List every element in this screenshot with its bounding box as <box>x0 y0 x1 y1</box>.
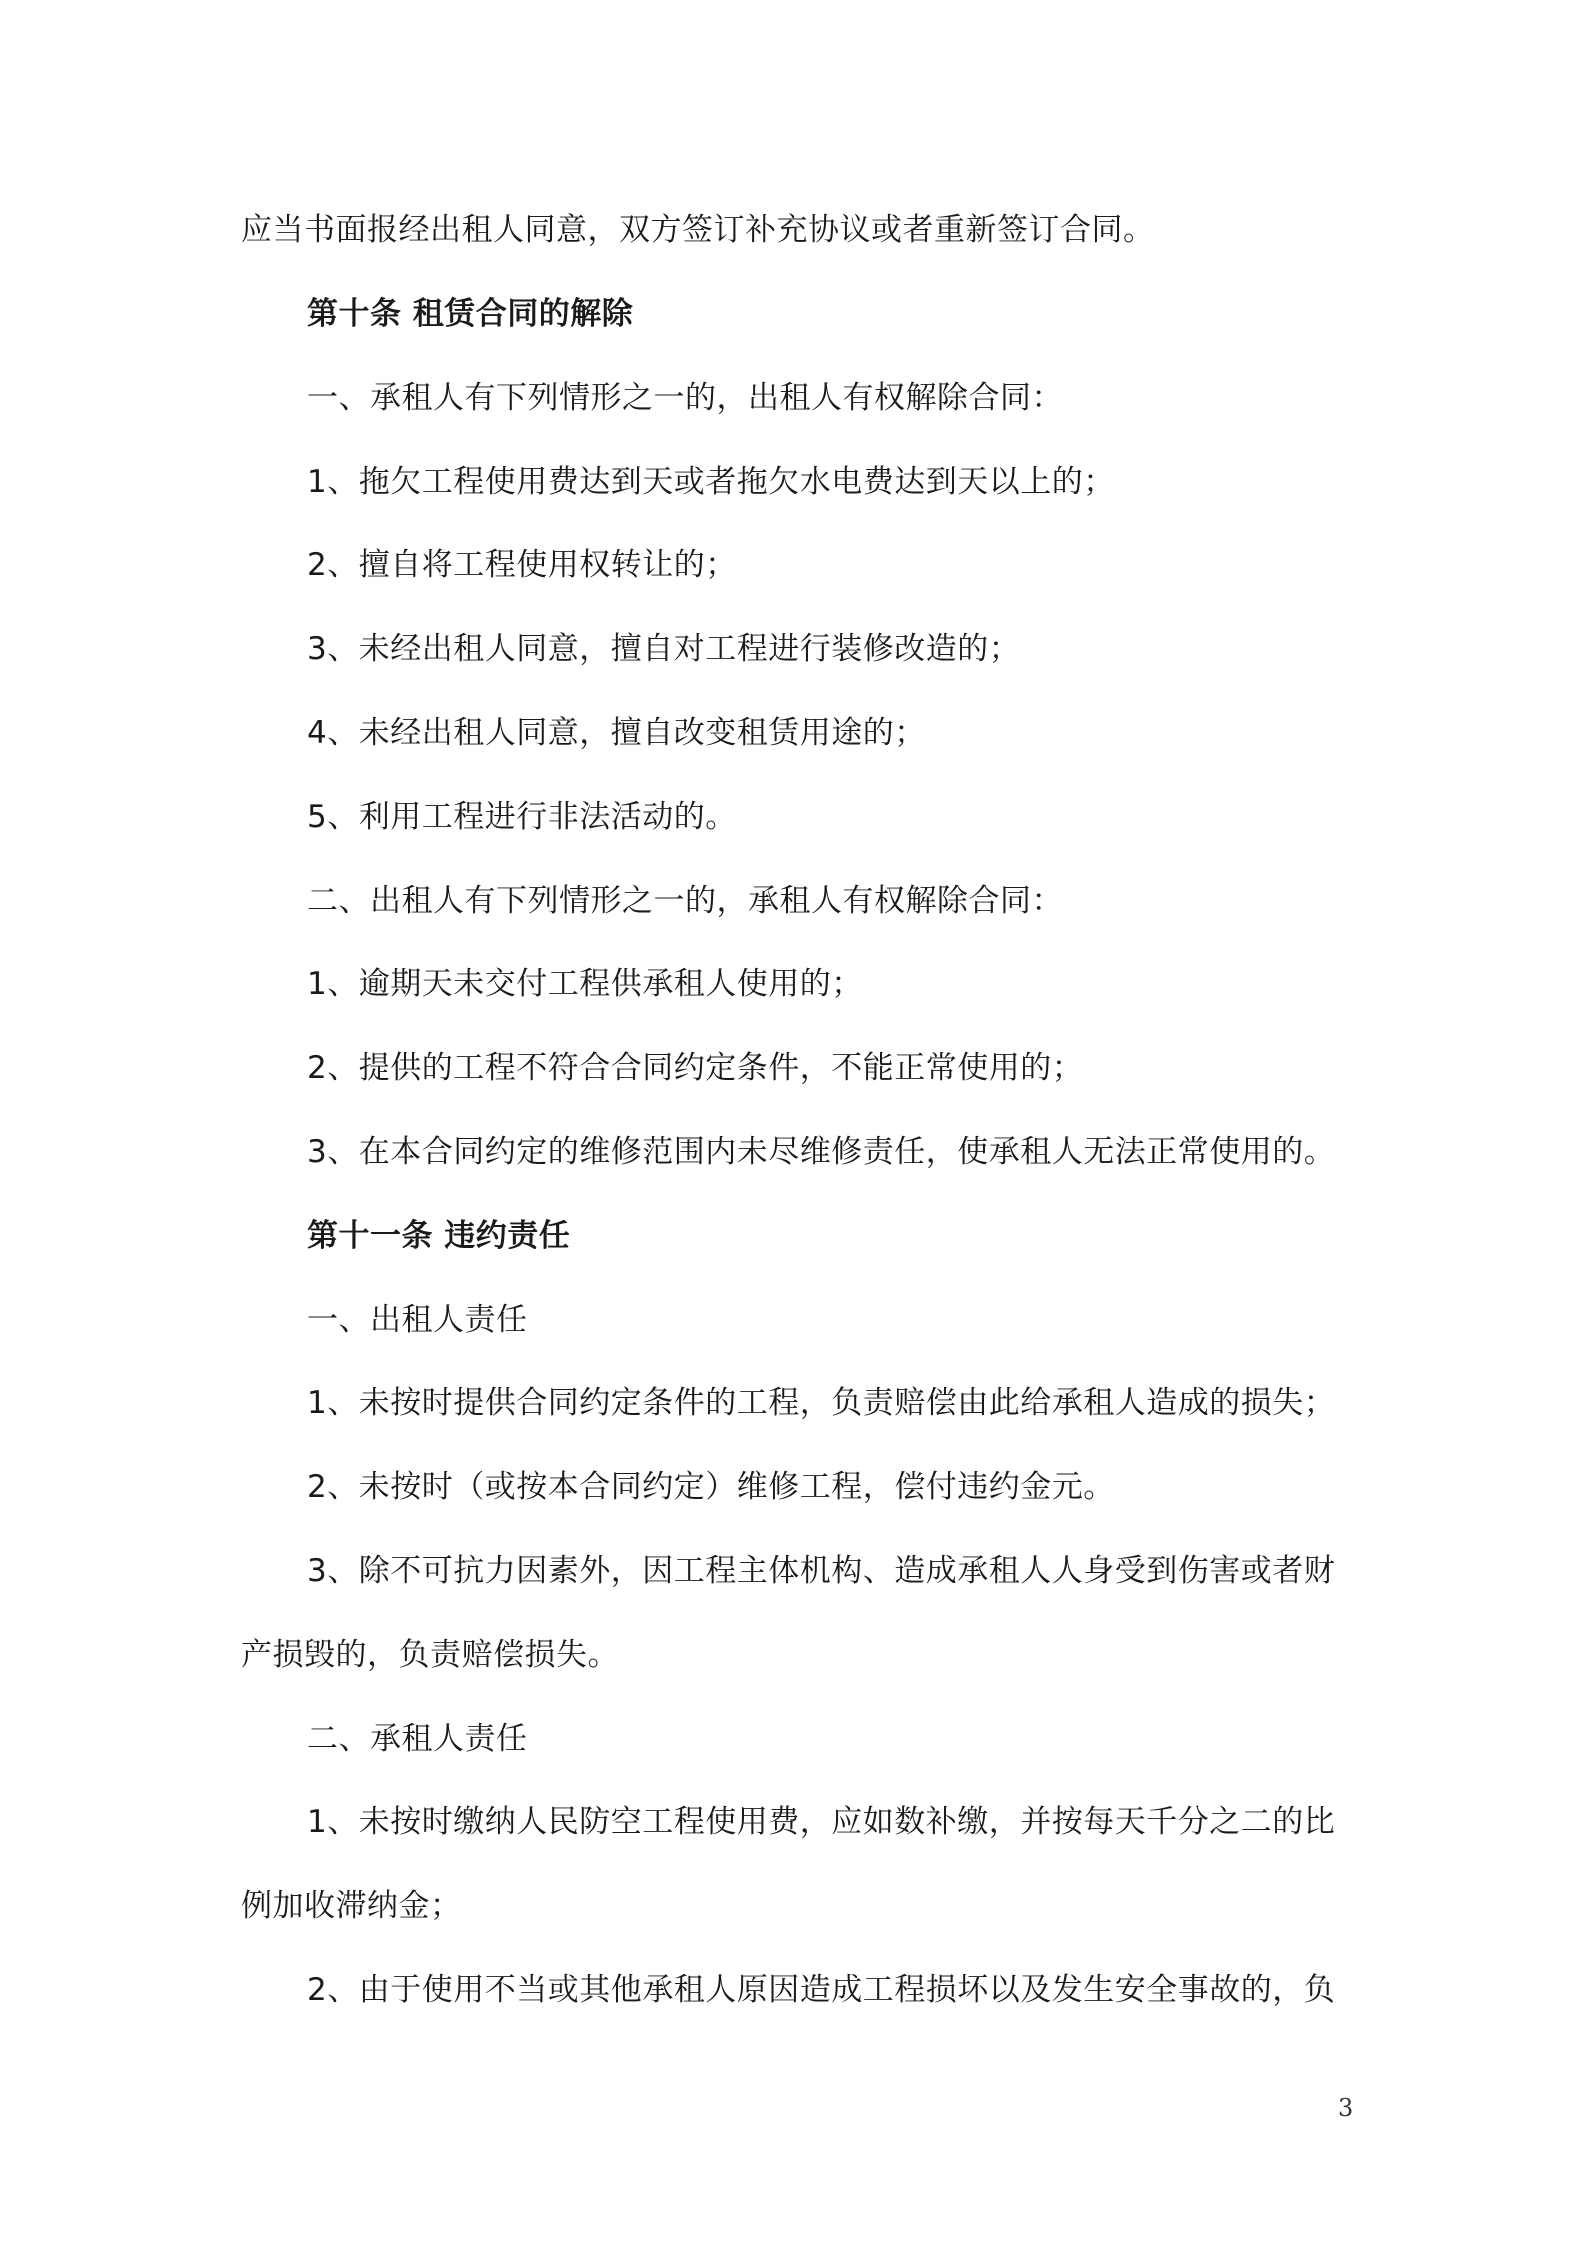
section-heading: 一、承租人有下列情形之一的，出租人有权解除合同： <box>307 380 1063 416</box>
list-item: 1、未按时提供合同约定条件的工程，负责赔偿由此给承租人造成的损失； <box>307 1385 1336 1421</box>
page-number: 3 <box>1338 2094 1354 2122</box>
list-item-continuation: 例加收滞纳金； <box>241 1888 462 1924</box>
list-item: 2、提供的工程不符合合同约定条件，不能正常使用的； <box>307 1050 1084 1086</box>
list-item: 2、由于使用不当或其他承租人原因造成工程损坏以及发生安全事故的，负 <box>307 1972 1336 2008</box>
list-item: 4、未经出租人同意，擅自改变租赁用途的； <box>307 715 926 751</box>
list-item: 3、未经出租人同意，擅自对工程进行装修改造的； <box>307 631 1021 667</box>
list-item-continuation: 产损毁的，负责赔偿损失。 <box>241 1637 619 1673</box>
list-item: 3、在本合同约定的维修范围内未尽维修责任，使承租人无法正常使用的。 <box>307 1134 1336 1170</box>
paragraph-line: 应当书面报经出租人同意，双方签订补充协议或者重新签订合同。 <box>241 212 1155 248</box>
list-item: 2、未按时（或按本合同约定）维修工程，偿付违约金元。 <box>307 1469 1115 1505</box>
list-item: 3、除不可抗力因素外，因工程主体机构、造成承租人人身受到伤害或者财 <box>307 1553 1336 1589</box>
list-item: 5、利用工程进行非法活动的。 <box>307 799 737 835</box>
section-heading: 一、出租人责任 <box>307 1302 528 1338</box>
section-heading: 二、承租人责任 <box>307 1721 528 1757</box>
section-heading: 二、出租人有下列情形之一的，承租人有权解除合同： <box>307 883 1063 919</box>
list-item: 2、擅自将工程使用权转让的； <box>307 547 737 583</box>
article-heading: 第十一条 违约责任 <box>307 1218 571 1254</box>
article-heading: 第十条 租赁合同的解除 <box>307 296 634 332</box>
list-item: 1、拖欠工程使用费达到天或者拖欠水电费达到天以上的； <box>307 464 1115 500</box>
list-item: 1、未按时缴纳人民防空工程使用费，应如数补缴，并按每天千分之二的比 <box>307 1804 1336 1840</box>
list-item: 1、逾期天未交付工程供承租人使用的； <box>307 966 863 1002</box>
